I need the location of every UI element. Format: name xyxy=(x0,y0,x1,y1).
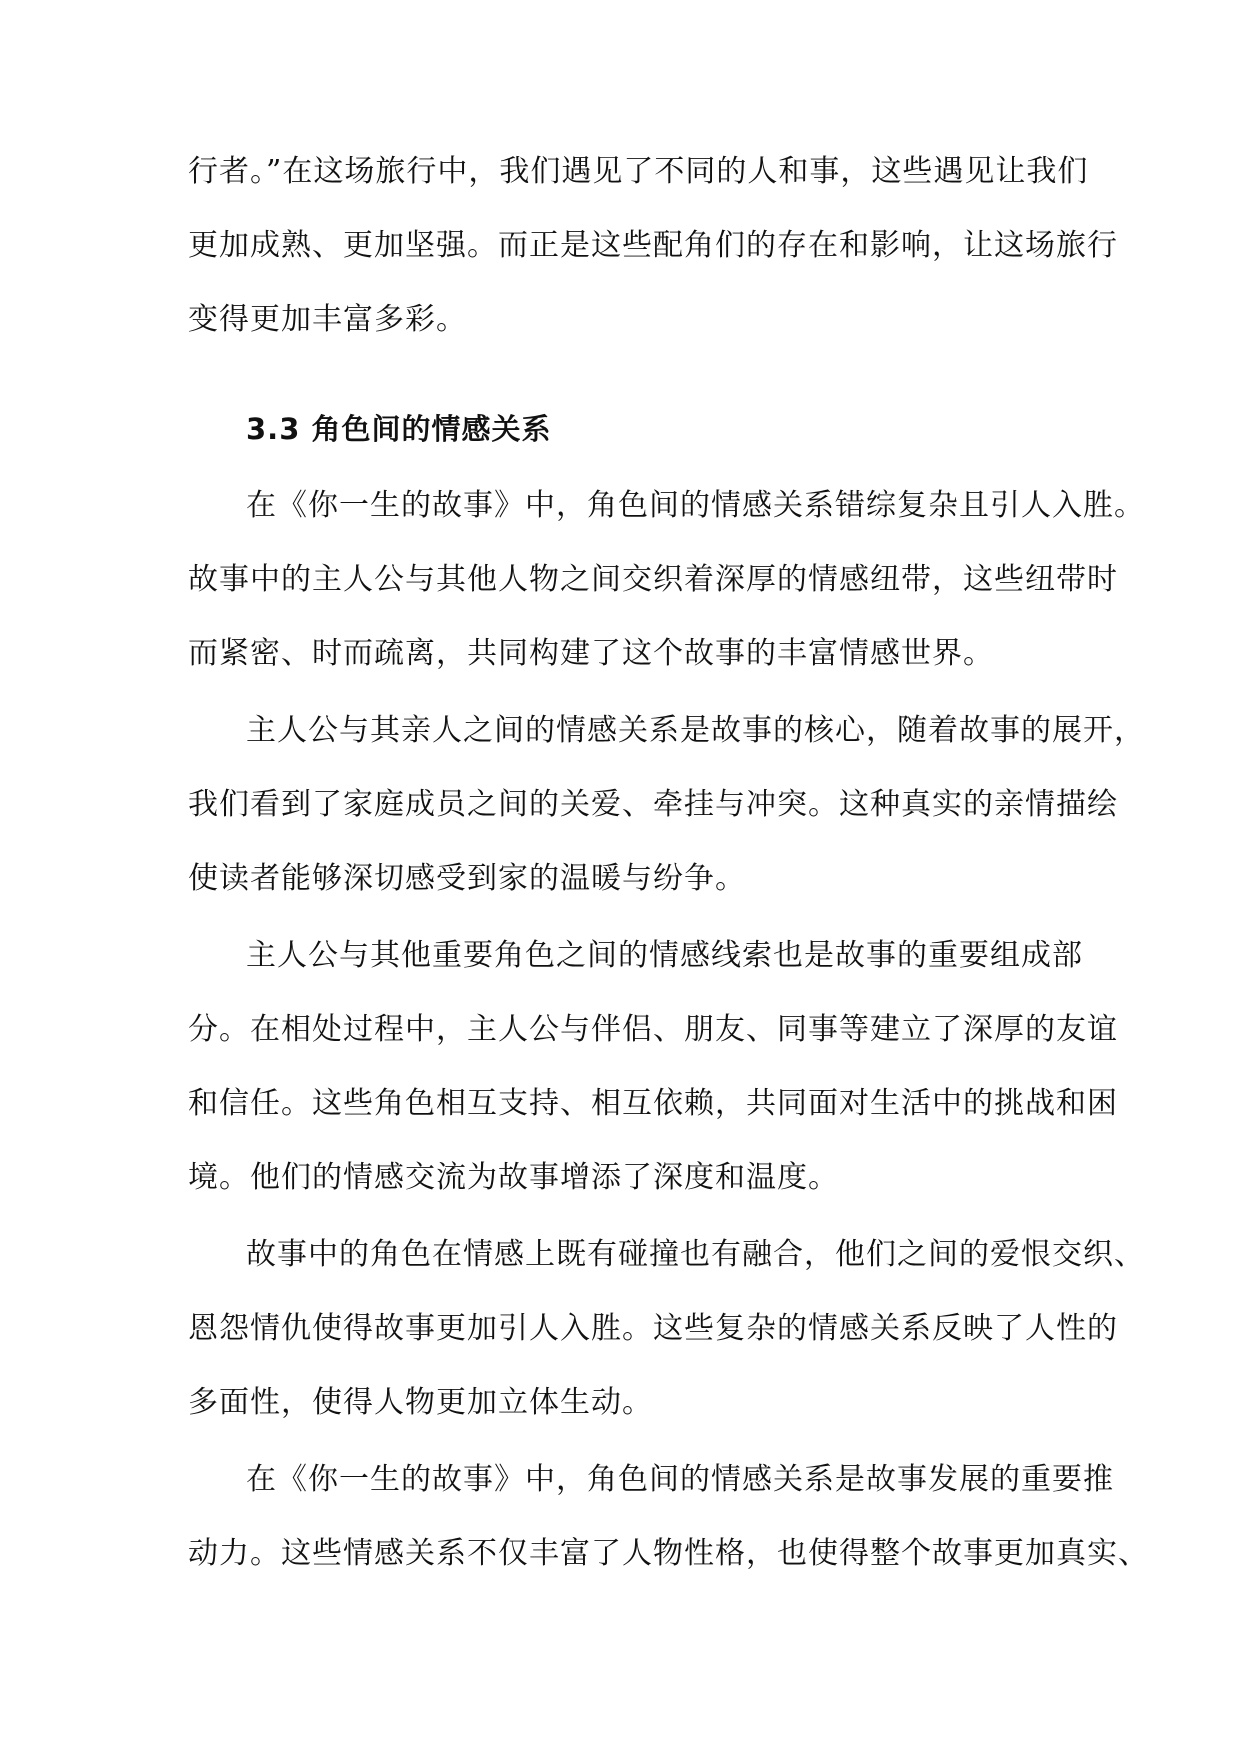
text-line: 境。他们的情感交流为故事增添了深度和温度。 xyxy=(188,1160,839,1195)
text-line: 变得更加丰富多彩。 xyxy=(188,302,467,337)
text-line: 动力。这些情感关系不仅丰富了人物性格，也使得整个故事更加真实、 xyxy=(188,1536,1149,1571)
text-line: 行者。”在这场旅行中，我们遇见了不同的人和事，这些遇见让我们 xyxy=(188,154,1089,189)
text-line: 在《你一生的故事》中，角色间的情感关系是故事发展的重要推 xyxy=(246,1462,1114,1497)
text-line: 主人公与其他重要角色之间的情感线索也是故事的重要组成部 xyxy=(246,938,1083,973)
text-line: 主人公与其亲人之间的情感关系是故事的核心，随着故事的展开， xyxy=(246,713,1145,748)
section-heading: 3.3 角色间的情感关系 xyxy=(246,412,552,446)
text-line: 多面性，使得人物更加立体生动。 xyxy=(188,1385,653,1420)
text-line: 故事中的角色在情感上既有碰撞也有融合，他们之间的爱恨交织、 xyxy=(246,1237,1145,1272)
text-line: 在《你一生的故事》中，角色间的情感关系错综复杂且引人入胜。 xyxy=(246,488,1145,523)
text-line: 恩怨情仇使得故事更加引人入胜。这些复杂的情感关系反映了人性的 xyxy=(188,1311,1118,1346)
text-line: 和信任。这些角色相互支持、相互依赖，共同面对生活中的挑战和困 xyxy=(188,1086,1118,1121)
text-line: 使读者能够深切感受到家的温暖与纷争。 xyxy=(188,861,746,896)
text-line: 故事中的主人公与其他人物之间交织着深厚的情感纽带，这些纽带时 xyxy=(188,562,1118,597)
text-line: 分。在相处过程中，主人公与伴侣、朋友、同事等建立了深厚的友谊 xyxy=(188,1012,1118,1047)
text-line: 而紧密、时而疏离，共同构建了这个故事的丰富情感世界。 xyxy=(188,636,994,671)
text-line: 我们看到了家庭成员之间的关爱、牵挂与冲突。这种真实的亲情描绘 xyxy=(188,787,1118,822)
text-line: 更加成熟、更加坚强。而正是这些配角们的存在和影响，让这场旅行 xyxy=(188,228,1118,263)
